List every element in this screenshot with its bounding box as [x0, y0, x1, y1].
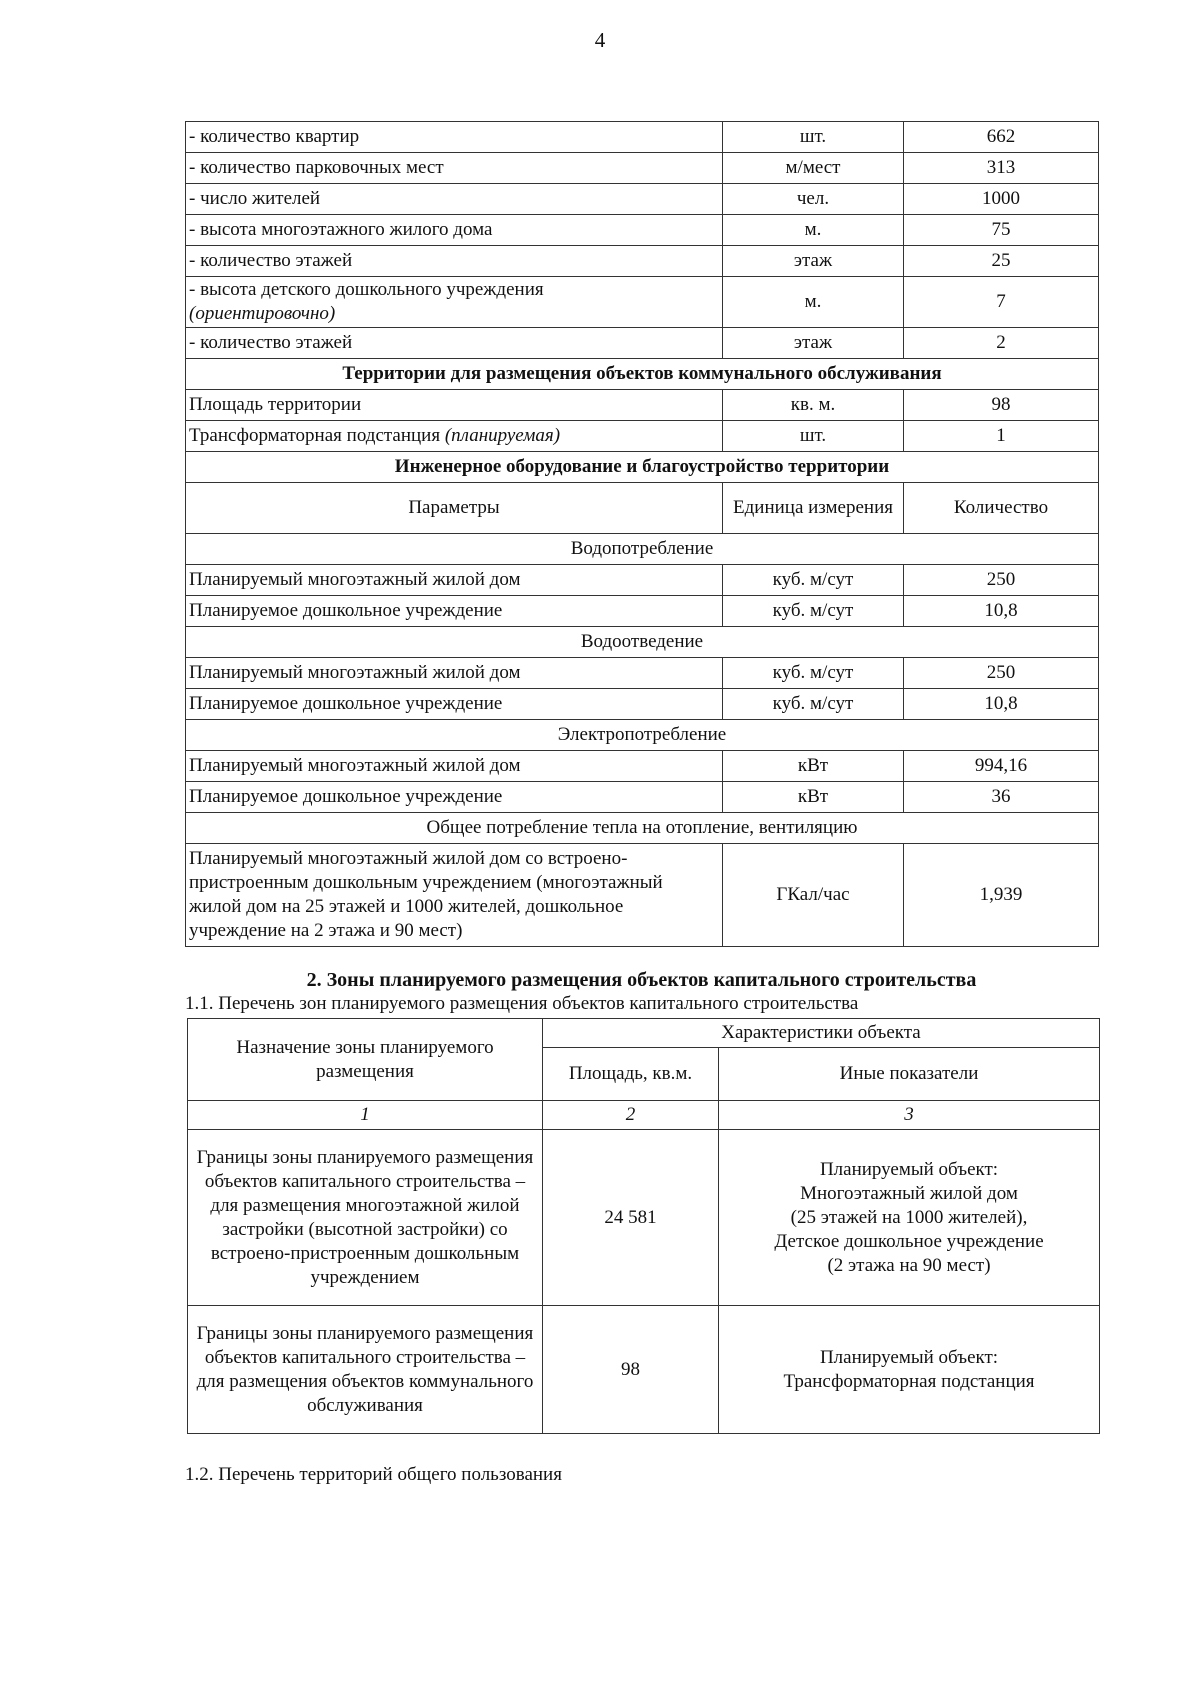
row-value: 10,8: [904, 689, 1099, 720]
row-value: 662: [904, 122, 1099, 153]
subsection-row: [186, 720, 1099, 751]
other-cell: [719, 1130, 1100, 1306]
table-row: [188, 1130, 1100, 1306]
other-line: Трансформаторная подстанция: [783, 1370, 1035, 1392]
electricity-title: Электропотребление: [186, 720, 1099, 751]
table-row: [186, 184, 1099, 215]
label-note: (планируемая): [444, 425, 561, 446]
row-unit: шт.: [723, 122, 904, 153]
label-text: - высота детского дошкольного учреждения: [189, 279, 544, 300]
header-characteristics: Характеристики объекта: [543, 1019, 1100, 1048]
row-unit: м.: [723, 215, 904, 246]
row-label: Планируемый многоэтажный жилой дом: [186, 658, 723, 689]
subsection-row: [186, 813, 1099, 844]
row-unit: куб. м/сут: [723, 596, 904, 627]
header-qty: Количество: [904, 483, 1099, 534]
other-line: (2 этажа на 90 мест): [827, 1254, 991, 1276]
area-cell: 98: [543, 1306, 719, 1434]
row-label: Планируемый многоэтажный жилой дом со встроено-пристроенным дошкольным учреждением (многоэтажный жилой дом на 25 этажей и 1000 жителей, дошкольное учреждение на 2 этажа и 90 мест): [186, 844, 723, 947]
column-number: 2: [543, 1101, 719, 1130]
row-unit: кВт: [723, 782, 904, 813]
row-label: Площадь территории: [186, 390, 723, 421]
table-row: [186, 246, 1099, 277]
row-value: 75: [904, 215, 1099, 246]
row-label: Планируемое дошкольное учреждение: [186, 596, 723, 627]
row-label: Планируемое дошкольное учреждение: [186, 782, 723, 813]
other-line: Детское дошкольное учреждение: [774, 1230, 1044, 1252]
table-row: [188, 1306, 1100, 1434]
row-value: 98: [904, 390, 1099, 421]
header-zone: Назначение зоны планируемого размещения: [188, 1019, 543, 1101]
row-unit: куб. м/сут: [723, 658, 904, 689]
column-number-row: [188, 1101, 1100, 1130]
zone-cell: Границы зоны планируемого размещения объектов капитального строительства – для размещения объектов коммунального обслуживания: [188, 1306, 543, 1434]
header-other: Иные показатели: [719, 1048, 1100, 1101]
row-unit: этаж: [723, 246, 904, 277]
other-line: Планируемый объект:: [819, 1158, 999, 1180]
row-value: 1000: [904, 184, 1099, 215]
subsection-title: 1.1. Перечень зон планируемого размещения объектов капитального строительства: [185, 993, 859, 1014]
row-value: 1,939: [904, 844, 1099, 947]
parameters-table: [185, 121, 1099, 947]
page-number: 4: [594, 28, 606, 52]
other-cell: [719, 1306, 1100, 1434]
row-value: 2: [904, 328, 1099, 359]
table-row: [186, 596, 1099, 627]
row-value: 250: [904, 658, 1099, 689]
subsection-row: [186, 627, 1099, 658]
table-row: [186, 153, 1099, 184]
table-row: [186, 844, 1099, 947]
communal-heading: Территории для размещения объектов коммунального обслуживания: [186, 359, 1099, 390]
table-row: [186, 421, 1099, 452]
header-params: Параметры: [186, 483, 723, 534]
row-label: [186, 277, 723, 328]
row-label: - количество этажей: [186, 246, 723, 277]
row-label: [186, 421, 723, 452]
zones-table: [187, 1018, 1100, 1434]
row-value: 10,8: [904, 596, 1099, 627]
row-value: 1: [904, 421, 1099, 452]
row-unit: куб. м/сут: [723, 565, 904, 596]
other-line: Многоэтажный жилой дом: [800, 1182, 1018, 1204]
other-line: Планируемый объект:: [819, 1346, 999, 1368]
row-unit: этаж: [723, 328, 904, 359]
column-number: 1: [188, 1101, 543, 1130]
row-value: 250: [904, 565, 1099, 596]
label-note: (ориентировочно): [189, 303, 336, 324]
area-cell: 24 581: [543, 1130, 719, 1306]
table-row: [186, 782, 1099, 813]
row-value: 36: [904, 782, 1099, 813]
row-label: - количество квартир: [186, 122, 723, 153]
row-unit: чел.: [723, 184, 904, 215]
row-unit: кв. м.: [723, 390, 904, 421]
header-row: [186, 483, 1099, 534]
other-line: (25 этажей на 1000 жителей),: [790, 1206, 1028, 1228]
table-row: [186, 565, 1099, 596]
drainage-title: Водоотведение: [186, 627, 1099, 658]
row-value: 313: [904, 153, 1099, 184]
zone-cell: Границы зоны планируемого размещения объектов капитального строительства – для размещения многоэтажной жилой застройки (высотной застройки) со встроено-пристроенным дошкольным учреждением: [188, 1130, 543, 1306]
label-text: Трансформаторная подстанция: [189, 425, 441, 446]
row-label: Планируемый многоэтажный жилой дом: [186, 751, 723, 782]
row-unit: куб. м/сут: [723, 689, 904, 720]
table-row: [186, 122, 1099, 153]
column-number: 3: [719, 1101, 1100, 1130]
header-area: Площадь, кв.м.: [543, 1048, 719, 1101]
row-unit: ГКал/час: [723, 844, 904, 947]
row-value: 994,16: [904, 751, 1099, 782]
row-label: Планируемое дошкольное учреждение: [186, 689, 723, 720]
header-unit: Единица измерения: [723, 483, 904, 534]
header-row: [188, 1019, 1100, 1048]
row-value: 7: [904, 277, 1099, 328]
table-row: [186, 328, 1099, 359]
row-value: 25: [904, 246, 1099, 277]
heat-title: Общее потребление тепла на отопление, вентиляцию: [186, 813, 1099, 844]
subsection-title: 1.2. Перечень территорий общего пользования: [185, 1464, 562, 1485]
row-label: - количество парковочных мест: [186, 153, 723, 184]
row-label: - число жителей: [186, 184, 723, 215]
table-row: [186, 751, 1099, 782]
row-unit: м.: [723, 277, 904, 328]
table-row: [186, 215, 1099, 246]
row-unit: м/мест: [723, 153, 904, 184]
water-supply-title: Водопотребление: [186, 534, 1099, 565]
section-heading-row: [186, 452, 1099, 483]
table-row: [186, 277, 1099, 328]
engineering-heading: Инженерное оборудование и благоустройство территории: [186, 452, 1099, 483]
row-unit: кВт: [723, 751, 904, 782]
row-unit: шт.: [723, 421, 904, 452]
row-label: Планируемый многоэтажный жилой дом: [186, 565, 723, 596]
section-heading-row: [186, 359, 1099, 390]
table-row: [186, 689, 1099, 720]
table-row: [186, 658, 1099, 689]
section-title: 2. Зоны планируемого размещения объектов капитального строительства: [306, 969, 977, 991]
subsection-row: [186, 534, 1099, 565]
row-label: - количество этажей: [186, 328, 723, 359]
row-label: - высота многоэтажного жилого дома: [186, 215, 723, 246]
table-row: [186, 390, 1099, 421]
